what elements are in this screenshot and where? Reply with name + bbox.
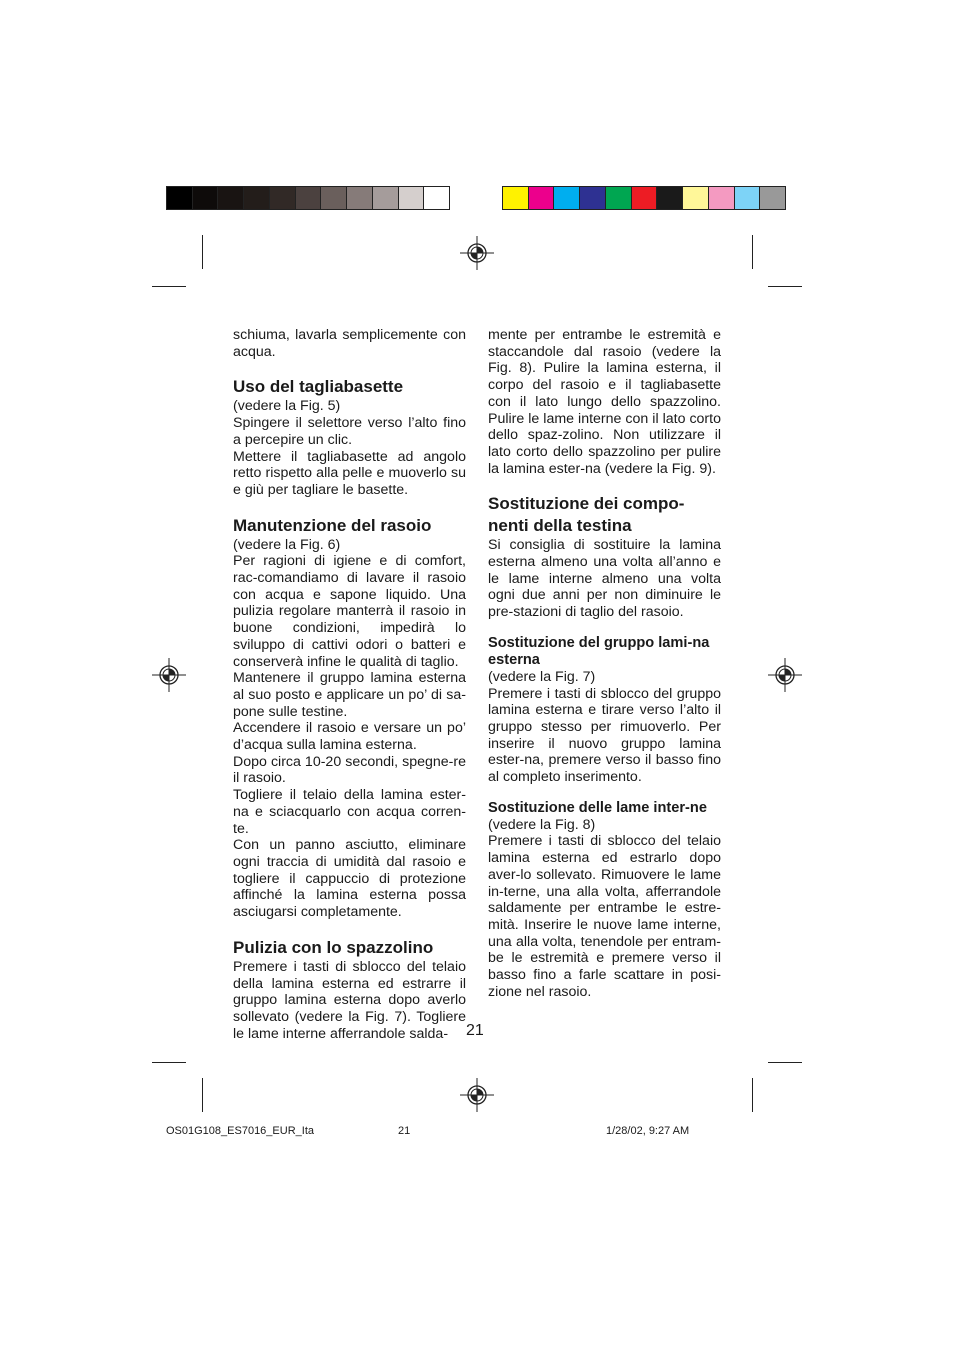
color-swatch [167,187,193,209]
color-swatch [296,187,322,209]
registration-crosshair-icon [460,236,494,270]
figure-reference: (vedere la Fig. 7) [488,668,596,685]
color-swatch [709,187,735,209]
trim-mark-bottom-right-vertical [752,1078,753,1112]
body-paragraph: Mantenere il gruppo lamina esterna al suo posto e applicare un po’ di sa-pone sulle testine. [233,670,466,720]
right-text-column [488,327,721,1001]
registration-crosshair-icon [460,1078,494,1112]
body-paragraph: Premere i tasti di sblocco del gruppo lamina esterna e tirare verso l’alto il gruppo stesso per rimuoverlo. Per inserire il nuovo gruppo lamina ester-na, premere verso il basso fino al completo inserimento. [488,685,721,786]
left-text-column [233,327,466,1042]
color-swatch [270,187,296,209]
body-paragraph: Per ragioni di igiene e di comfort, rac-comandiamo di lavare il rasoio con acqua e sapone liquido. Una pulizia regolare manterrà il rasoio in buone condizioni, impedirà lo sviluppo di cattivi odori o batteri e conserverà infine le qualità di taglio. [233,553,466,670]
section-title-pulizia-spazzolino: Pulizia con lo spazzolino [233,937,434,957]
body-paragraph: Accendere il rasoio e versare un po’ d’acqua sulla lamina esterna. [233,720,466,754]
color-swatch [347,187,373,209]
trim-mark-bottom-left-horizontal [152,1062,186,1063]
color-swatch [529,187,555,209]
intro-paragraph: schiuma, lavarla semplicemente con acqua. [233,327,466,360]
color-swatch [424,187,449,209]
color-swatch [554,187,580,209]
body-paragraph: Con un panno asciutto, eliminare ogni traccia di umidità dal rasoio e togliere il cappuccio di protezione affinché la lamina esterna possa asciugarsi completamente. [233,837,466,921]
trim-mark-top-right-vertical [752,235,753,269]
body-paragraph: Spingere il selettore verso l’alto fino a percepire un clic. [233,415,466,448]
body-paragraph: Dopo circa 10-20 secondi, spegne-re il rasoio. [233,753,466,787]
trim-mark-top-right-horizontal [768,286,802,287]
body-paragraph: Premere i tasti di sblocco del telaio della lamina esterna ed estrarre il gruppo lamina esterna dopo averlo sollevato (vedere la Fig. 7). Togliere le lame interne afferrandole salda- [233,958,466,1042]
color-swatch [399,187,425,209]
body-paragraph: Premere i tasti di sblocco del telaio lamina esterna ed estrarlo dopo aver-lo sollevato. Rimuovere le lame in-terne, una alla volta, afferrandole saldamente per entrambe le estre-mità. Inserire le nuove lame interne, una alla volta, tenendole per entram-be le estremità e premere verso il basso fino a farle scattare in posi-zione nel rasoio. [488,833,721,1000]
continued-paragraph: mente per entrambe le estremità e staccandole dal rasoio (vedere la Fig. 8). Pulire la lamina esterna, il corpo del rasoio e il tagliabasette con il lato lungo dello spazzolino. Pulire le lame interne con il lato corto dello spaz-zolino. Non utilizzare il lato corto dello spazzolino per pulire la lamina ester-na (vedere la Fig. 9). [488,327,721,477]
color-swatch [193,187,219,209]
subsection-title-gruppo-lamina: Sostituzione del gruppo lami-na esterna [488,634,710,668]
figure-reference: (vedere la Fig. 5) [233,398,341,415]
figure-reference: (vedere la Fig. 8) [488,816,596,833]
body-paragraph: Mettere il tagliabasette ad angolo retto rispetto alla pelle e muoverlo su e giù per tagliare le basette. [233,448,466,498]
color-calibration-strip [502,186,786,210]
body-paragraph: Si consiglia di sostituire la lamina esterna almeno una volta all’anno e le lame interne almeno una volta ogni due anni per non diminuire le pre-stazioni di taglio del rasoio. [488,537,721,621]
figure-reference: (vedere la Fig. 6) [233,536,341,553]
color-swatch [244,187,270,209]
color-swatch [503,187,529,209]
trim-mark-top-left-vertical [202,235,203,269]
color-swatch [683,187,709,209]
section-title-manutenzione: Manutenzione del rasoio [233,515,432,535]
grayscale-calibration-strip [166,186,450,210]
color-swatch [580,187,606,209]
color-swatch [606,187,632,209]
color-swatch [321,187,347,209]
registration-crosshair-icon [152,658,186,692]
color-swatch [657,187,683,209]
color-swatch [760,187,785,209]
color-swatch [632,187,658,209]
section-title-sostituzione-componenti: Sostituzione dei compo-nenti della testina [488,494,685,536]
body-paragraph: Togliere il telaio della lamina ester-na e sciacquarlo con acqua corren-te. [233,787,466,837]
trim-mark-bottom-left-vertical [202,1078,203,1112]
trim-mark-top-left-horizontal [152,286,186,287]
color-swatch [218,187,244,209]
footer-page-number: 21 [398,1125,411,1137]
registration-crosshair-icon [768,658,802,692]
color-swatch [373,187,399,209]
section-title-uso-tagliabasette: Uso del tagliabasette [233,377,404,397]
footer-date: 1/28/02, 9:27 AM [606,1125,690,1137]
subsection-title-lame-interne: Sostituzione delle lame inter-ne [488,799,707,816]
footer-file-name: OS01G108_ES7016_EUR_Ita [166,1125,314,1137]
color-swatch [735,187,761,209]
page-number: 21 [466,1022,484,1039]
trim-mark-bottom-right-horizontal [768,1062,802,1063]
